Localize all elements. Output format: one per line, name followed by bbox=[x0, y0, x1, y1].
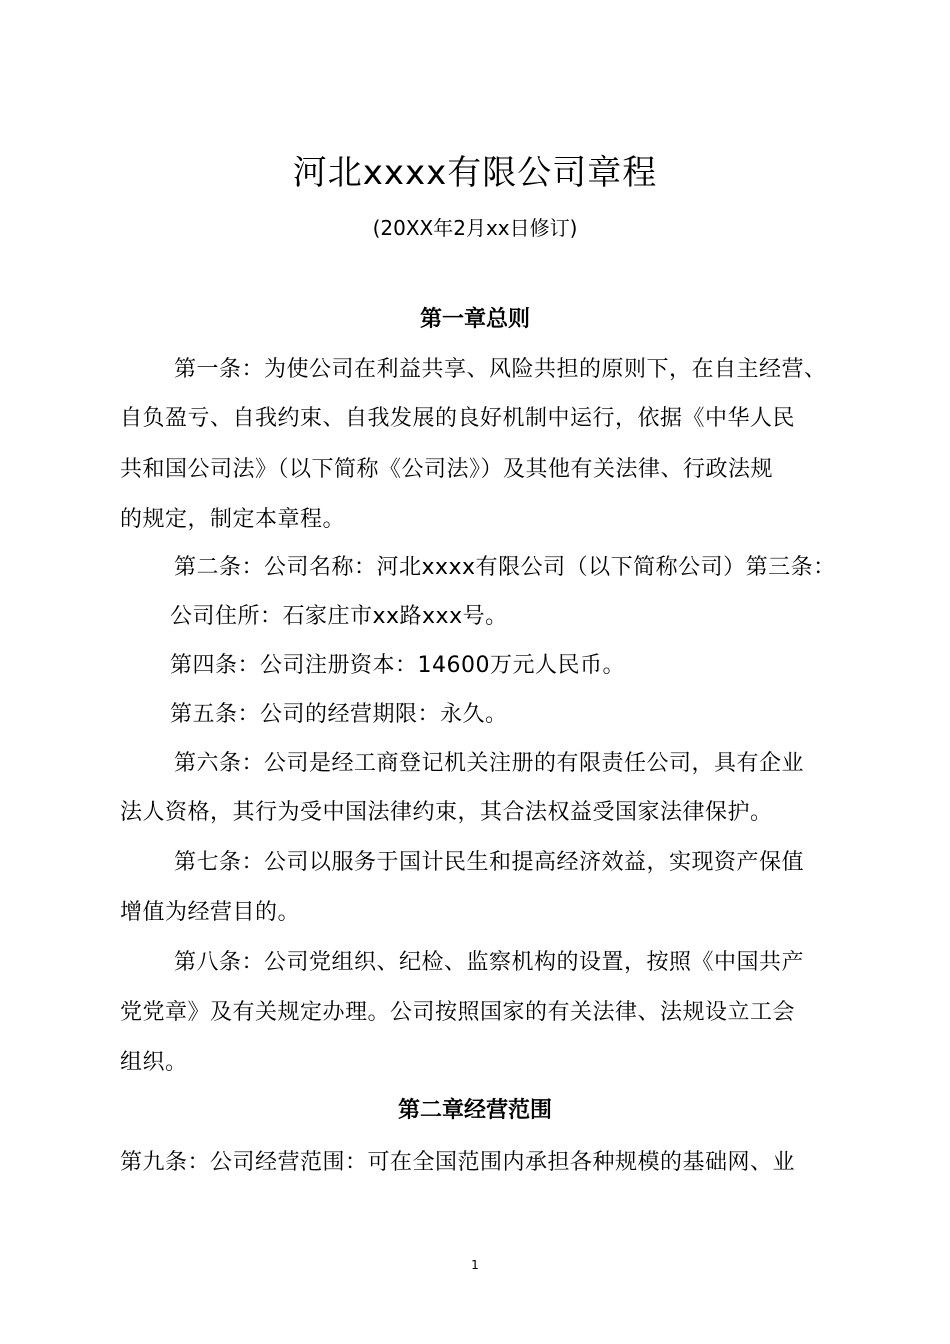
page-number: 1 bbox=[471, 1258, 479, 1272]
paragraph-line: 第二条：公司名称：河北xxxx有限公司（以下简称公司）第三条： bbox=[174, 555, 836, 580]
paragraph-line: 法人资格，其行为受中国法律约束，其合法权益受国家法律保护。 bbox=[120, 800, 773, 825]
document-subtitle: (20XX年2月xx日修订) bbox=[372, 216, 578, 240]
paragraph-line: 第八条：公司党组织、纪检、监察机构的设置，按照《中国共产 bbox=[174, 950, 805, 975]
paragraph-line: 第四条：公司注册资本：14600万元人民币。 bbox=[170, 653, 625, 678]
paragraph-line: 共和国公司法》（以下简称《公司法》）及其他有关法律、行政法规 bbox=[120, 457, 774, 482]
chapter-heading: 第二章经营范围 bbox=[397, 1098, 552, 1123]
paragraph-line: 第五条：公司的经营期限：永久。 bbox=[170, 702, 508, 727]
paragraph-line: 的规定，制定本章程。 bbox=[120, 507, 346, 532]
paragraph-line: 第一条：为使公司在利益共享、风险共担的原则下，在自主经营、 bbox=[174, 357, 827, 382]
paragraph-line: 第七条：公司以服务于国计民生和提高经济效益，实现资产保值 bbox=[174, 850, 805, 875]
paragraph-line: 第六条：公司是经工商登记机关注册的有限责任公司，具有企业 bbox=[174, 751, 805, 776]
chapter-heading: 第一章总则 bbox=[419, 307, 530, 332]
paragraph-line: 党党章》及有关规定办理。公司按照国家的有关法律、法规设立工会 bbox=[120, 1000, 796, 1025]
paragraph-line: 组织。 bbox=[120, 1050, 188, 1075]
document-title: 河北xxxx有限公司章程 bbox=[292, 153, 658, 193]
paragraph-line: 增值为经营目的。 bbox=[120, 900, 301, 925]
paragraph-line: 第九条：公司经营范围：可在全国范围内承担各种规模的基础网、业 bbox=[120, 1150, 796, 1175]
paragraph-line: 公司住所：石家庄市xx路xxx号。 bbox=[170, 604, 508, 629]
paragraph-line: 自负盈亏、自我约束、自我发展的良好机制中运行，依据《中华人民 bbox=[120, 406, 796, 431]
